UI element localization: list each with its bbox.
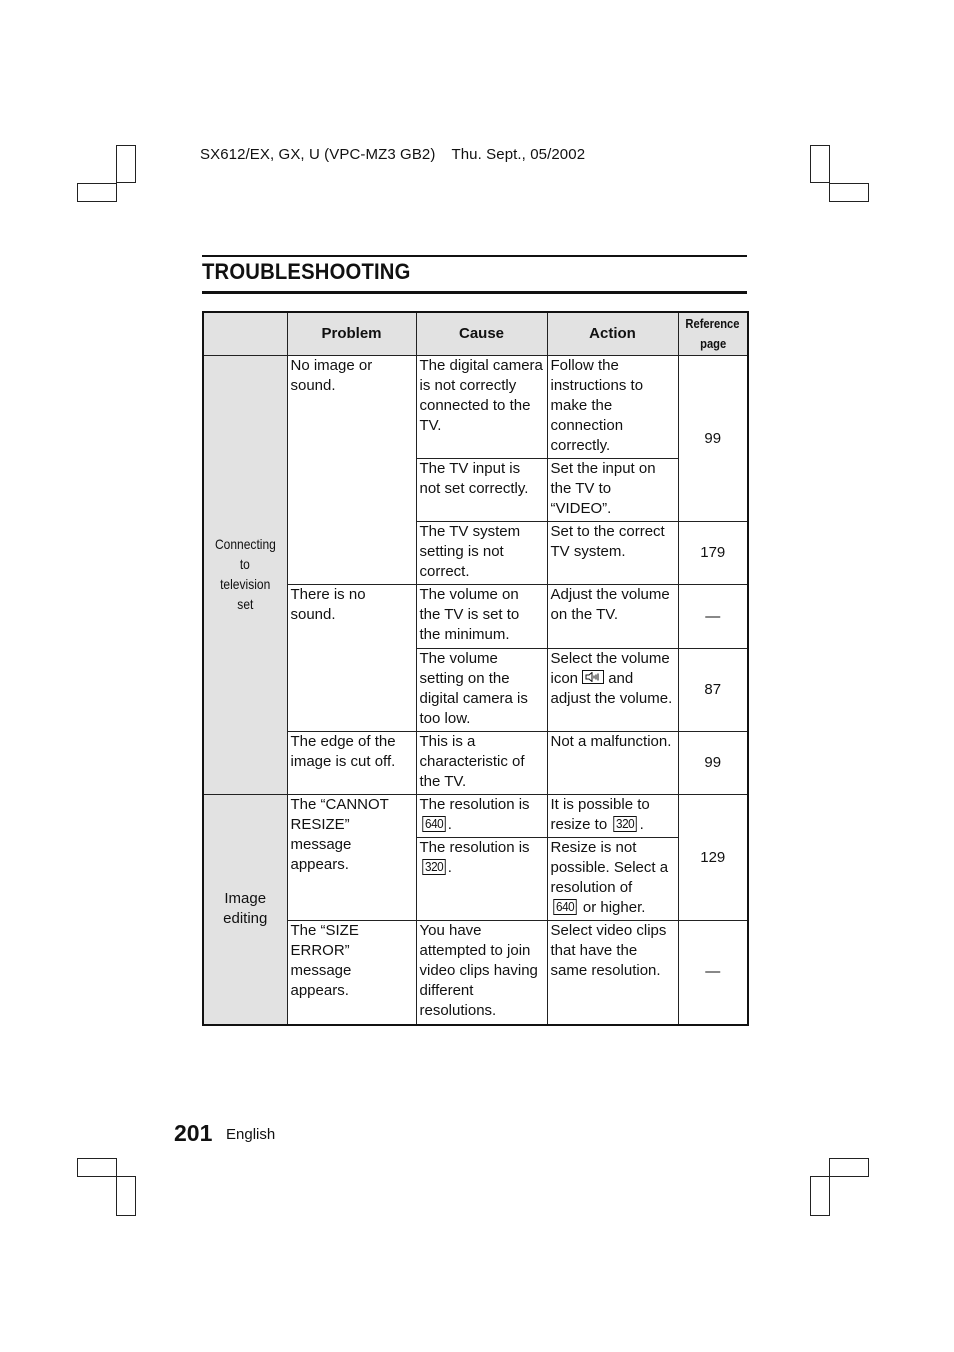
- crop-mark: [77, 183, 117, 202]
- problem-cell: The “SIZE ERROR” message appears.: [287, 921, 416, 1025]
- action-cell: Set to the correct TV system.: [547, 522, 678, 585]
- title-rule-top: [202, 255, 747, 257]
- cause-cell: The TV input is not set correctly.: [416, 459, 547, 522]
- category-header: [203, 312, 287, 356]
- reference-cell: —: [678, 585, 748, 649]
- cause-header: Cause: [416, 312, 547, 356]
- cause-cell: You have attempted to join video clips having different resolutions.: [416, 921, 547, 1025]
- reference-cell: 129: [678, 795, 748, 921]
- cause-cell: The TV system setting is not correct.: [416, 522, 547, 585]
- problem-cell: The edge of the image is cut off.: [287, 732, 416, 795]
- problem-header: Problem: [287, 312, 416, 356]
- print-header: [200, 146, 585, 163]
- category-tv: Connecting to television set: [203, 356, 287, 795]
- action-header: Action: [547, 312, 678, 356]
- crop-mark: [116, 1176, 136, 1216]
- action-cell: Adjust the volume on the TV.: [547, 585, 678, 649]
- table-header-row: [203, 312, 748, 356]
- resolution-640-icon: 640: [422, 816, 446, 832]
- reference-cell: —: [678, 921, 748, 1025]
- problem-cell: No image or sound.: [287, 356, 416, 585]
- reference-cell: 99: [678, 732, 748, 795]
- cause-cell: The resolution is 640 .: [416, 795, 547, 838]
- action-cell: It is possible to resize to 320 .: [547, 795, 678, 838]
- resolution-640-icon: 640: [553, 899, 577, 915]
- reference-header: Reference page: [678, 312, 748, 356]
- cause-cell: The volume setting on the digital camera is too low.: [416, 649, 547, 732]
- print-date: Thu. Sept., 05/2002: [451, 146, 586, 163]
- cause-cell: This is a characteristic of the TV.: [416, 732, 547, 795]
- reference-cell: 87: [678, 649, 748, 732]
- table-row: [203, 795, 748, 838]
- page-language: English: [226, 1126, 276, 1143]
- resolution-320-icon: 320: [614, 816, 638, 832]
- action-cell: Follow the instructions to make the connection correctly.: [547, 356, 678, 459]
- crop-mark: [77, 1158, 117, 1177]
- problem-cell: The “CANNOT RESIZE” message appears.: [287, 795, 416, 921]
- table-row: [203, 356, 748, 459]
- model-info: SX612/EX, GX, U (VPC-MZ3 GB2): [200, 146, 436, 163]
- cause-cell: The resolution is 320 .: [416, 838, 547, 921]
- problem-cell: There is no sound.: [287, 585, 416, 732]
- action-cell: Not a malfunction.: [547, 732, 678, 795]
- category-editing: Image editing: [203, 795, 287, 1025]
- action-cell: Select the volume icon and adjust the volume.: [547, 649, 678, 732]
- reference-cell: 179: [678, 522, 748, 585]
- action-cell: Resize is not possible. Select a resolution of 640 or higher.: [547, 838, 678, 921]
- resolution-320-icon: 320: [422, 859, 446, 875]
- crop-mark: [810, 1176, 830, 1216]
- action-cell: Select video clips that have the same resolution.: [547, 921, 678, 1025]
- action-cell: Set the input on the TV to “VIDEO”.: [547, 459, 678, 522]
- page-number: 201: [174, 1120, 213, 1146]
- speaker-icon: [582, 670, 604, 684]
- crop-mark: [810, 145, 830, 183]
- cause-cell: The digital camera is not correctly connected to the TV.: [416, 356, 547, 459]
- crop-mark: [116, 145, 136, 183]
- cause-cell: The volume on the TV is set to the minimum.: [416, 585, 547, 649]
- title-rule-bottom: [202, 291, 747, 294]
- troubleshooting-table: [202, 311, 749, 1026]
- crop-mark: [829, 1158, 869, 1177]
- crop-mark: [829, 183, 869, 202]
- reference-cell: 99: [678, 356, 748, 522]
- section-title: TROUBLESHOOTING: [202, 259, 411, 284]
